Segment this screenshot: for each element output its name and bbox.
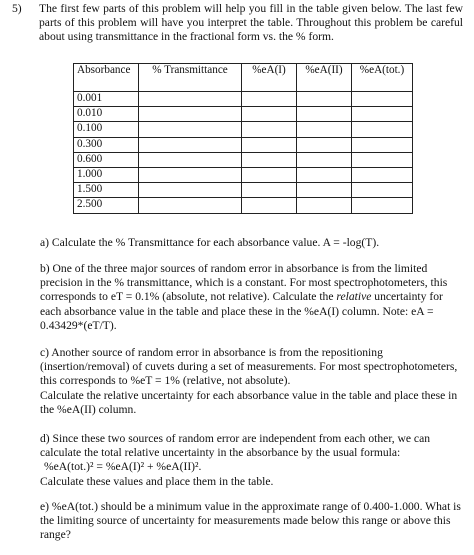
- cell-ea-total[interactable]: [352, 152, 413, 167]
- cell-ea-i[interactable]: [242, 198, 297, 213]
- part-e: [40, 500, 464, 543]
- table-header-row: [74, 64, 413, 92]
- header-ea-ii: %eA(II): [297, 64, 352, 92]
- cell-ea-i[interactable]: [242, 107, 297, 122]
- part-a: [40, 236, 464, 250]
- cell-ea-total[interactable]: [352, 183, 413, 198]
- table-row: [74, 137, 413, 152]
- part-b-paragraph: [40, 262, 464, 333]
- table-row: [74, 92, 413, 107]
- cell-transmittance[interactable]: [139, 198, 242, 213]
- part-b-text-2: uncertainty for each absorbance value in the table and place these in the %eA(I) column. Note: eA = 0.43429*(eT/T).: [40, 290, 443, 332]
- table-row: [74, 198, 413, 213]
- cell-transmittance[interactable]: [139, 167, 242, 182]
- header-transmittance: % Transmittance: [139, 64, 242, 92]
- cell-ea-ii[interactable]: [297, 107, 352, 122]
- part-b-italic: relative: [336, 290, 372, 304]
- cell-absorbance: 2.500: [74, 198, 139, 213]
- part-d-text-2: Calculate these values and place them in the table.: [40, 474, 274, 488]
- header-absorbance: Absorbance: [74, 64, 139, 92]
- cell-absorbance: 0.600: [74, 152, 139, 167]
- cell-ea-i[interactable]: [242, 137, 297, 152]
- cell-ea-ii[interactable]: [297, 152, 352, 167]
- table-row: [74, 107, 413, 122]
- part-d-formula: %eA(tot.)² = %eA(I)² + %eA(II)².: [44, 460, 202, 474]
- cell-ea-ii[interactable]: [297, 122, 352, 137]
- cell-absorbance: 0.010: [74, 107, 139, 122]
- part-c-text-1: c) Another source of random error in absorbance is from the repositioning (insertion/removal) of cuvets during a set of measurements. For most spectrophotometers, this corresponds to %eT = 1% (relative, not absolute).: [40, 346, 458, 388]
- cell-absorbance: 1.000: [74, 167, 139, 182]
- cell-transmittance[interactable]: [139, 107, 242, 122]
- table-row: [74, 122, 413, 137]
- cell-ea-i[interactable]: [242, 167, 297, 182]
- part-c: [40, 346, 464, 417]
- cell-absorbance: 0.100: [74, 122, 139, 137]
- cell-ea-total[interactable]: [352, 167, 413, 182]
- table-row: [74, 183, 413, 198]
- table-row: [74, 152, 413, 167]
- cell-absorbance: 1.500: [74, 183, 139, 198]
- cell-ea-ii[interactable]: [297, 92, 352, 107]
- cell-ea-i[interactable]: [242, 183, 297, 198]
- cell-absorbance: 0.001: [74, 92, 139, 107]
- table-row: [74, 167, 413, 182]
- part-e-text: e) %eA(tot.) should be a minimum value in the approximate range of 0.400-1.000. What is the limiting source of uncertainty for measurements made below this range or above this range?: [40, 500, 461, 542]
- cell-transmittance[interactable]: [139, 183, 242, 198]
- part-c-text-2: Calculate the relative uncertainty for each absorbance value in the table and place these in the %eA(II) column.: [40, 388, 458, 416]
- cell-ea-ii[interactable]: [297, 198, 352, 213]
- problem-number: 5): [12, 2, 22, 15]
- cell-ea-total[interactable]: [352, 122, 413, 137]
- cell-transmittance[interactable]: [139, 122, 242, 137]
- cell-ea-ii[interactable]: [297, 183, 352, 198]
- data-table: [73, 63, 413, 214]
- cell-ea-i[interactable]: [242, 92, 297, 107]
- part-a-text: a) Calculate the % Transmittance for each absorbance value. A = -log(T).: [40, 236, 380, 249]
- header-ea-total: %eA(tot.): [352, 64, 413, 92]
- header-ea-i: %eA(I): [242, 64, 297, 92]
- cell-ea-i[interactable]: [242, 122, 297, 137]
- part-b-text-1: b) One of the three major sources of random error in absorbance is from the limited precision in the % transmittance, which is a constant. For most spectrophotometers, this corresponds to eT = 0.1% (absolute, not relative). Calculate the: [40, 262, 448, 304]
- part-d: [40, 432, 464, 489]
- cell-ea-total[interactable]: [352, 92, 413, 107]
- cell-ea-i[interactable]: [242, 152, 297, 167]
- cell-transmittance[interactable]: [139, 92, 242, 107]
- cell-ea-ii[interactable]: [297, 167, 352, 182]
- cell-ea-total[interactable]: [352, 107, 413, 122]
- cell-ea-ii[interactable]: [297, 137, 352, 152]
- cell-ea-total[interactable]: [352, 198, 413, 213]
- part-b: [40, 262, 464, 333]
- cell-absorbance: 0.300: [74, 137, 139, 152]
- cell-transmittance[interactable]: [139, 137, 242, 152]
- cell-transmittance[interactable]: [139, 152, 242, 167]
- part-d-text-1: d) Since these two sources of random error are independent from each other, we can calculate the total relative uncertainty in the absorbance by the usual formula:: [40, 432, 431, 460]
- cell-ea-total[interactable]: [352, 137, 413, 152]
- problem-intro-text: The first few parts of this problem will help you fill in the table given below. The last few parts of this problem will have you interpret the table. Throughout this problem be careful about using transmittance in the fractional form vs. the % form.: [39, 2, 463, 44]
